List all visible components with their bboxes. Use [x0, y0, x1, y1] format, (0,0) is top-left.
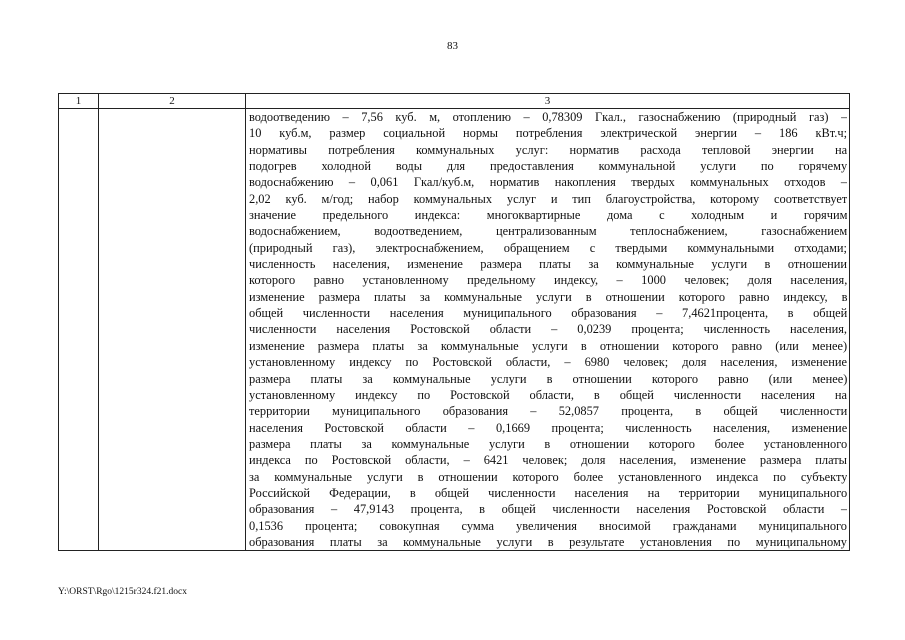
footer-file-path: Y:\ORST\Rgo\1215r324.f21.docx — [58, 587, 187, 597]
table-header-row — [59, 94, 850, 109]
text-line: установленному индексу по Ростовской области, – 6980 человек; доля населения, изменение — [249, 355, 847, 370]
text-line: 0,1536 процента; совокупная сумма увеличения вносимой гражданами муниципального — [249, 518, 847, 533]
column-header-2: 2 — [99, 94, 246, 109]
text-line: водоснабжению – 0,061 Гкал/куб.м, норматив накопления твердых коммунальных отходов – — [249, 175, 847, 190]
text-line: численности населения Ростовской области – 0,0239 процента; численность населения, — [249, 322, 847, 337]
text-line: 2,02 куб. м/год; набор коммунальных услуг и тип благоустройства, которому соответствует — [249, 191, 847, 206]
text-line: водоснабжением, водоотведением, централизованным теплоснабжением, газоснабжением — [249, 224, 847, 239]
text-line: образования – 47,9143 процента, в общей численности населения Ростовской области – — [249, 502, 847, 517]
text-line: образования платы за коммунальные услуги в результате установления по муниципальному — [249, 534, 847, 549]
text-line: индекса по Ростовской области, – 6421 человек; доля населения, изменение размера платы — [249, 453, 847, 468]
text-line: размера платы за коммунальные услуги в отношении которого равно (или менее) — [249, 371, 847, 386]
text-line: Российской Федерации, в общей численности населения на территории муниципального — [249, 485, 847, 500]
text-line: которого равно установленному предельному индексу, – 1000 человек; доля населения, — [249, 273, 847, 288]
text-line: установленному индексу по Ростовской области, в общей численности населения на — [249, 387, 847, 402]
page-number: 83 — [447, 40, 458, 52]
table-row — [59, 109, 850, 551]
text-line: населения Ростовской области – 0,1669 процента; численность населения, изменение — [249, 420, 847, 435]
text-line: подогрев холодной воды для предоставления коммунальной услуги по горячему — [249, 159, 847, 174]
table-cell-col2 — [99, 109, 246, 551]
text-line: размера платы за коммунальные услуги в отношении которого более установленного — [249, 436, 847, 451]
text-line: значение предельного индекса: многоквартирные дома с холодным и горячим — [249, 208, 847, 223]
text-line: численность населения, изменение размера платы за коммунальные услуги в отношении — [249, 257, 847, 272]
text-line: водоотведению – 7,56 куб. м, отоплению – 0,78309 Гкал., газоснабжению (природный газ) – — [249, 110, 847, 124]
column-header-3: 3 — [246, 94, 850, 109]
text-line: изменение размера платы за коммунальные услуги в отношении которого равно (или менее) — [249, 338, 847, 353]
column-header-1: 1 — [59, 94, 99, 109]
table-cell-col1 — [59, 109, 99, 551]
text-line: общей численности населения муниципального образования – 7,4621процента, в общей — [249, 306, 847, 321]
text-line: (природный газ), электроснабжением, обращением с твердыми коммунальными отходами; — [249, 240, 847, 255]
text-line: территории муниципального образования – 52,0857 процента, в общей численности — [249, 404, 847, 419]
cell-paragraph — [246, 109, 849, 550]
document-table — [58, 93, 850, 551]
table-cell-col3 — [246, 109, 850, 551]
text-line: за коммунальные услуги в отношении которого более установленного индекса по субъекту — [249, 469, 847, 484]
text-line: 10 куб.м, размер социальной нормы потребления электрической энергии – 186 кВт.ч; — [249, 126, 847, 141]
text-line: нормативы потребления коммунальных услуг: норматив расхода тепловой энергии на — [249, 142, 847, 157]
text-line: изменение размера платы за коммунальные услуги в отношении которого равно индексу, в — [249, 289, 847, 304]
